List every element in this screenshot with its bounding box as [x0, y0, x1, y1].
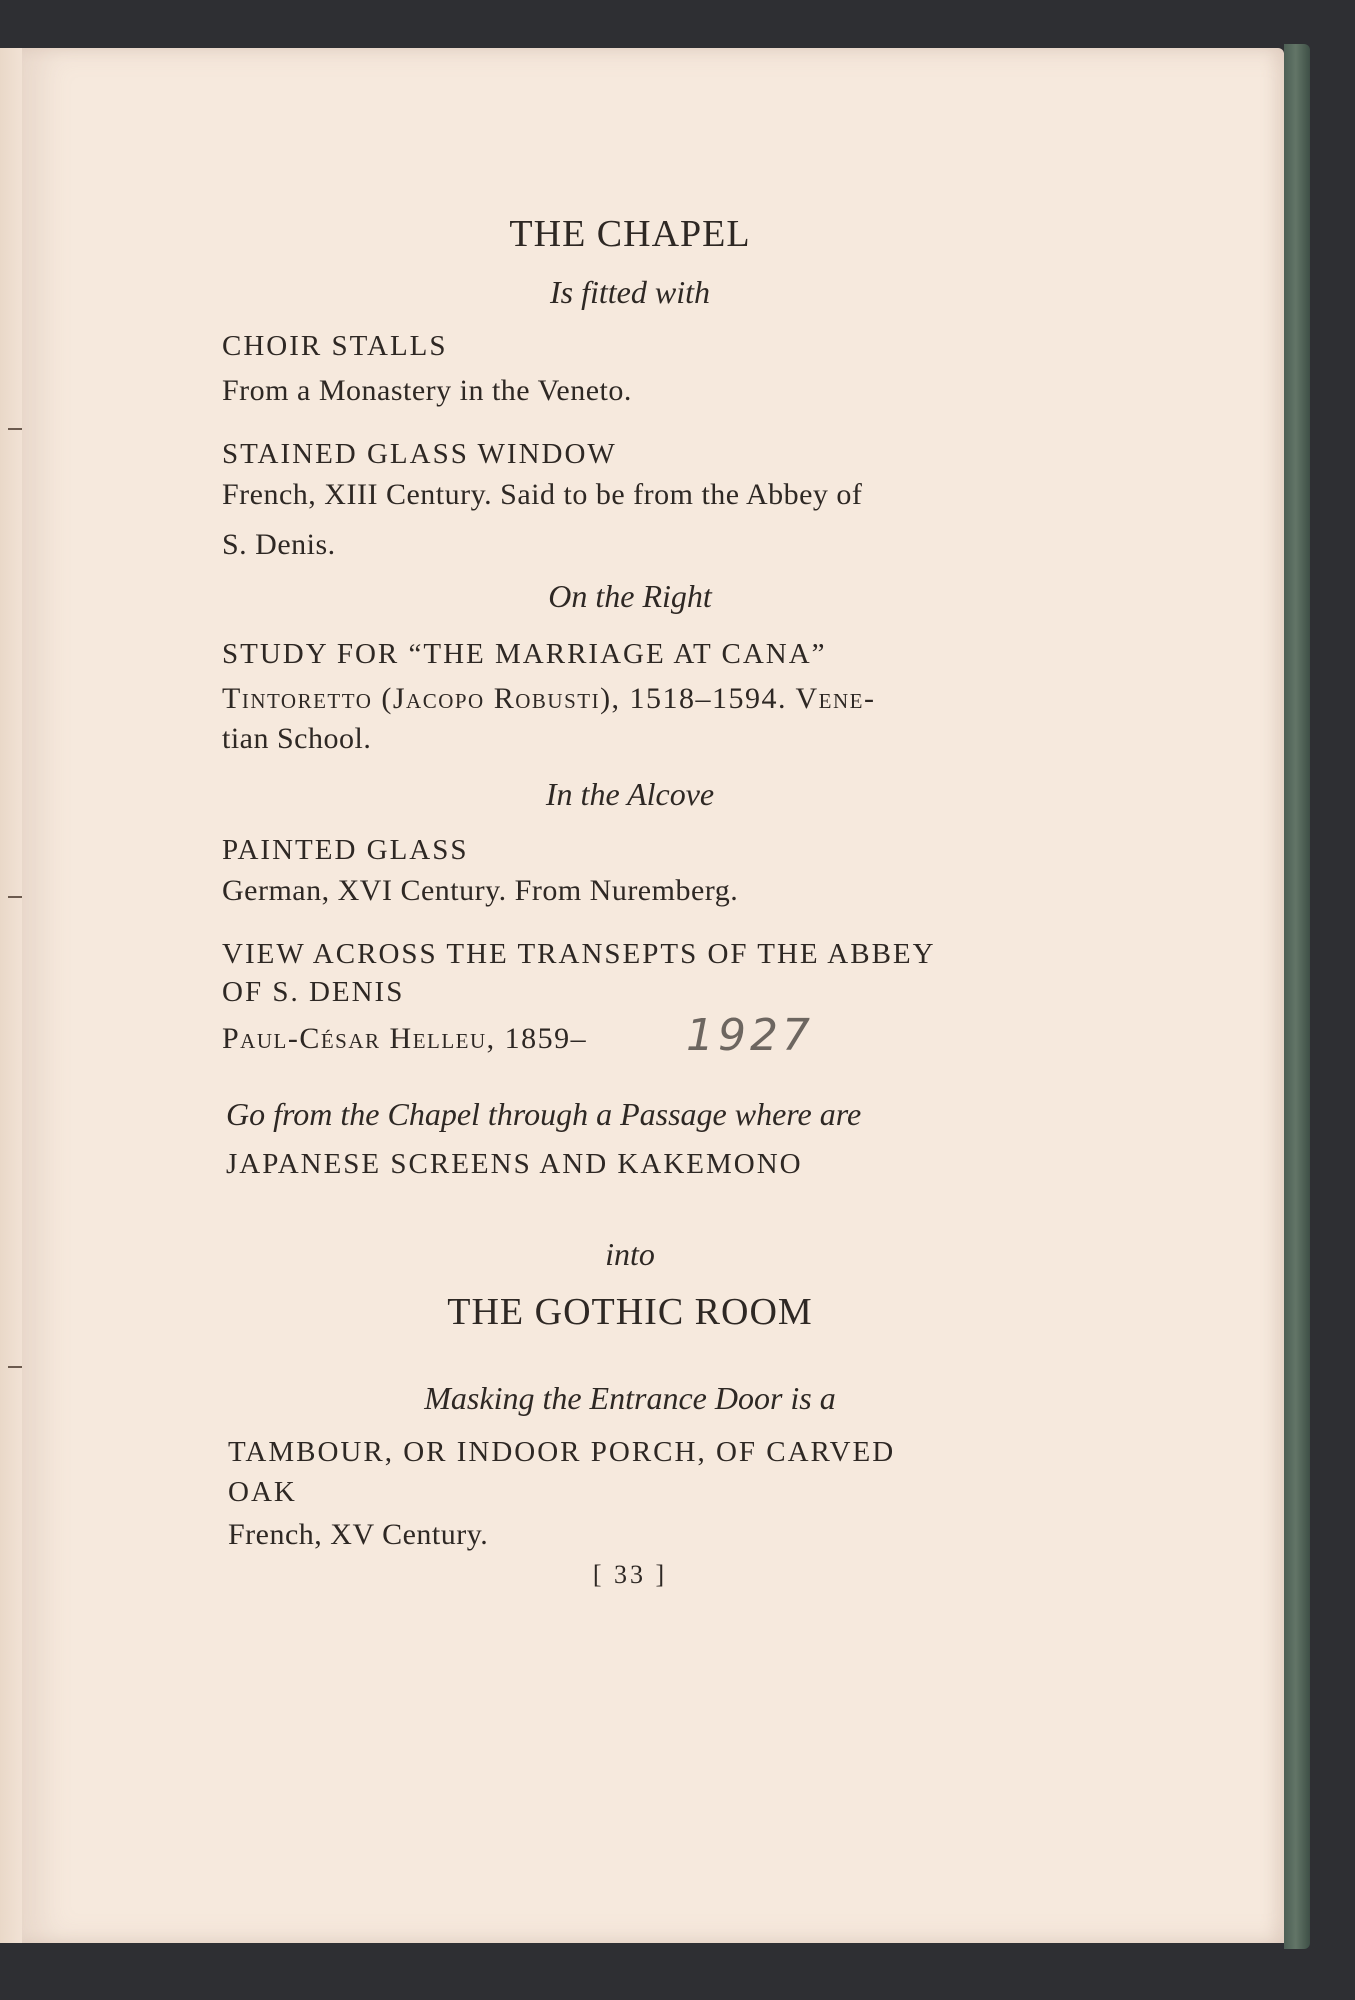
gothic-intro: Masking the Entrance Door is a [424, 1380, 836, 1416]
passage-intro: Go from the Chapel through a Passage where are [226, 1096, 862, 1132]
item-desc-choir-stalls: From a Monastery in the Veneto. [222, 374, 632, 407]
item-title-tambour: TAMBOUR, OR INDOOR PORCH, OF CARVED [228, 1436, 896, 1468]
item-desc-stained-glass-cont: S. Denis. [222, 528, 336, 561]
section-heading-alcove: In the Alcove [545, 776, 715, 812]
gothic-room-title: THE GOTHIC ROOM [447, 1291, 813, 1333]
item-title-marriage-at-cana: STUDY FOR “THE MARRIAGE AT CANA” [222, 638, 827, 670]
item-desc-stained-glass: French, XIII Century. Said to be from the Abbey of [222, 478, 863, 511]
section-heading-right: On the Right [548, 578, 712, 614]
connector-into: into [605, 1236, 655, 1272]
item-title-tambour-cont: OAK [228, 1476, 297, 1508]
chapel-title: THE CHAPEL [509, 213, 751, 255]
item-artist-tintoretto-cont: tian School. [222, 722, 372, 755]
item-desc-painted-glass: German, XVI Century. From Nuremberg. [222, 874, 739, 907]
item-title-stained-glass: STAINED GLASS WINDOW [222, 438, 617, 470]
item-artist-tintoretto: Tintoretto (Jacopo Robusti), 1518–1594. Vene- [222, 682, 876, 715]
item-artist-helleu: Paul-César Helleu, 1859– [222, 1022, 588, 1055]
item-title-view-across-transepts: VIEW ACROSS THE TRANSEPTS OF THE ABBEY [222, 938, 936, 970]
item-title-view-across-transepts-cont: OF S. DENIS [222, 976, 405, 1008]
chapel-intro: Is fitted with [550, 274, 710, 310]
handwritten-death-year: 1927 [686, 1010, 814, 1061]
page-number: [ 33 ] [592, 1560, 668, 1589]
item-title-painted-glass: PAINTED GLASS [222, 834, 469, 866]
item-title-japanese-screens: JAPANESE SCREENS AND KAKEMONO [226, 1148, 803, 1180]
item-desc-tambour: French, XV Century. [228, 1518, 489, 1551]
item-title-choir-stalls: CHOIR STALLS [222, 330, 448, 362]
